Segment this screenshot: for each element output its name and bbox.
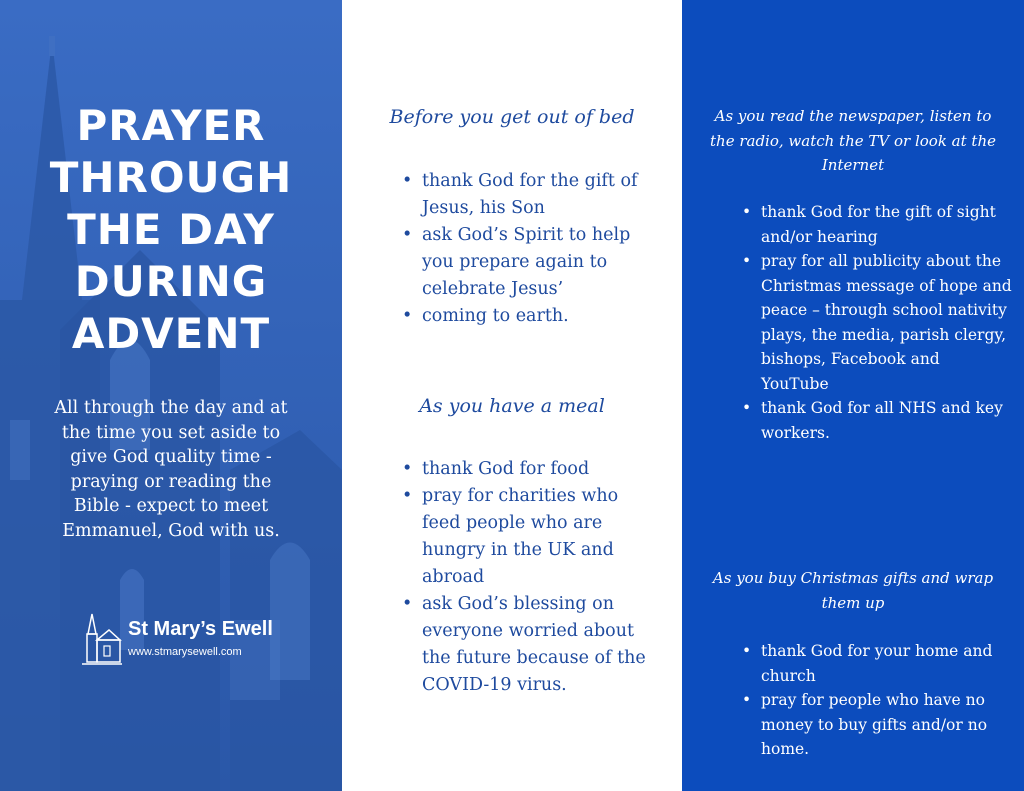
title-line: THE DAY xyxy=(67,205,275,254)
bullet-list xyxy=(402,456,662,699)
bullet-list xyxy=(742,200,1012,445)
list-item: • thank God for the gift of Jesus, his Son xyxy=(402,168,662,222)
section-heading: As you read the newspaper, listen to the radio, watch the TV or look at the Internet xyxy=(710,107,996,174)
list-item: • thank God for your home and church xyxy=(742,639,1012,688)
section-heading: As you have a meal xyxy=(419,395,605,417)
intro-text: All through the day and at the time you set aside to give God quality time - praying or reading the Bible - expect to meet Emmanuel, God with us. xyxy=(54,398,288,541)
bullet-list xyxy=(742,639,1012,762)
list-item: • coming to earth. xyxy=(402,303,662,330)
title-line: THROUGH xyxy=(49,153,293,202)
section-heading: As you buy Christmas gifts and wrap them up xyxy=(712,569,994,612)
logo-url: www.stmarysewell.com xyxy=(128,646,242,658)
list-item: • thank God for food xyxy=(402,456,662,483)
title-line: DURING xyxy=(74,257,268,306)
section-heading: Before you get out of bed xyxy=(389,106,635,128)
list-item: • thank God for the gift of sight and/or hearing xyxy=(742,200,1012,249)
list-item: • ask God’s Spirit to help you prepare again to celebrate Jesus’ xyxy=(402,222,662,303)
title-line: ADVENT xyxy=(71,309,271,358)
middle-panel xyxy=(342,0,682,791)
list-item: • pray for all publicity about the Christmas message of hope and peace – through school nativity plays, the media, parish clergy, bishops, Facebook and YouTube xyxy=(742,249,1012,396)
right-panel xyxy=(682,0,1024,791)
bullet-list xyxy=(402,168,662,330)
logo-name: St Mary’s Ewell xyxy=(128,618,273,640)
list-item: • pray for people who have no money to buy gifts and/or no home. xyxy=(742,688,1012,762)
church-logo xyxy=(82,612,272,672)
list-item: • thank God for all NHS and key workers. xyxy=(742,396,1012,445)
list-item: • pray for charities who feed people who are hungry in the UK and abroad xyxy=(402,483,662,591)
list-item: • ask God’s blessing on everyone worried about the future because of the COVID-19 virus. xyxy=(402,591,662,699)
left-panel xyxy=(0,0,342,791)
title-line: PRAYER xyxy=(76,101,266,150)
church-icon xyxy=(82,612,122,666)
page-title xyxy=(0,100,342,360)
